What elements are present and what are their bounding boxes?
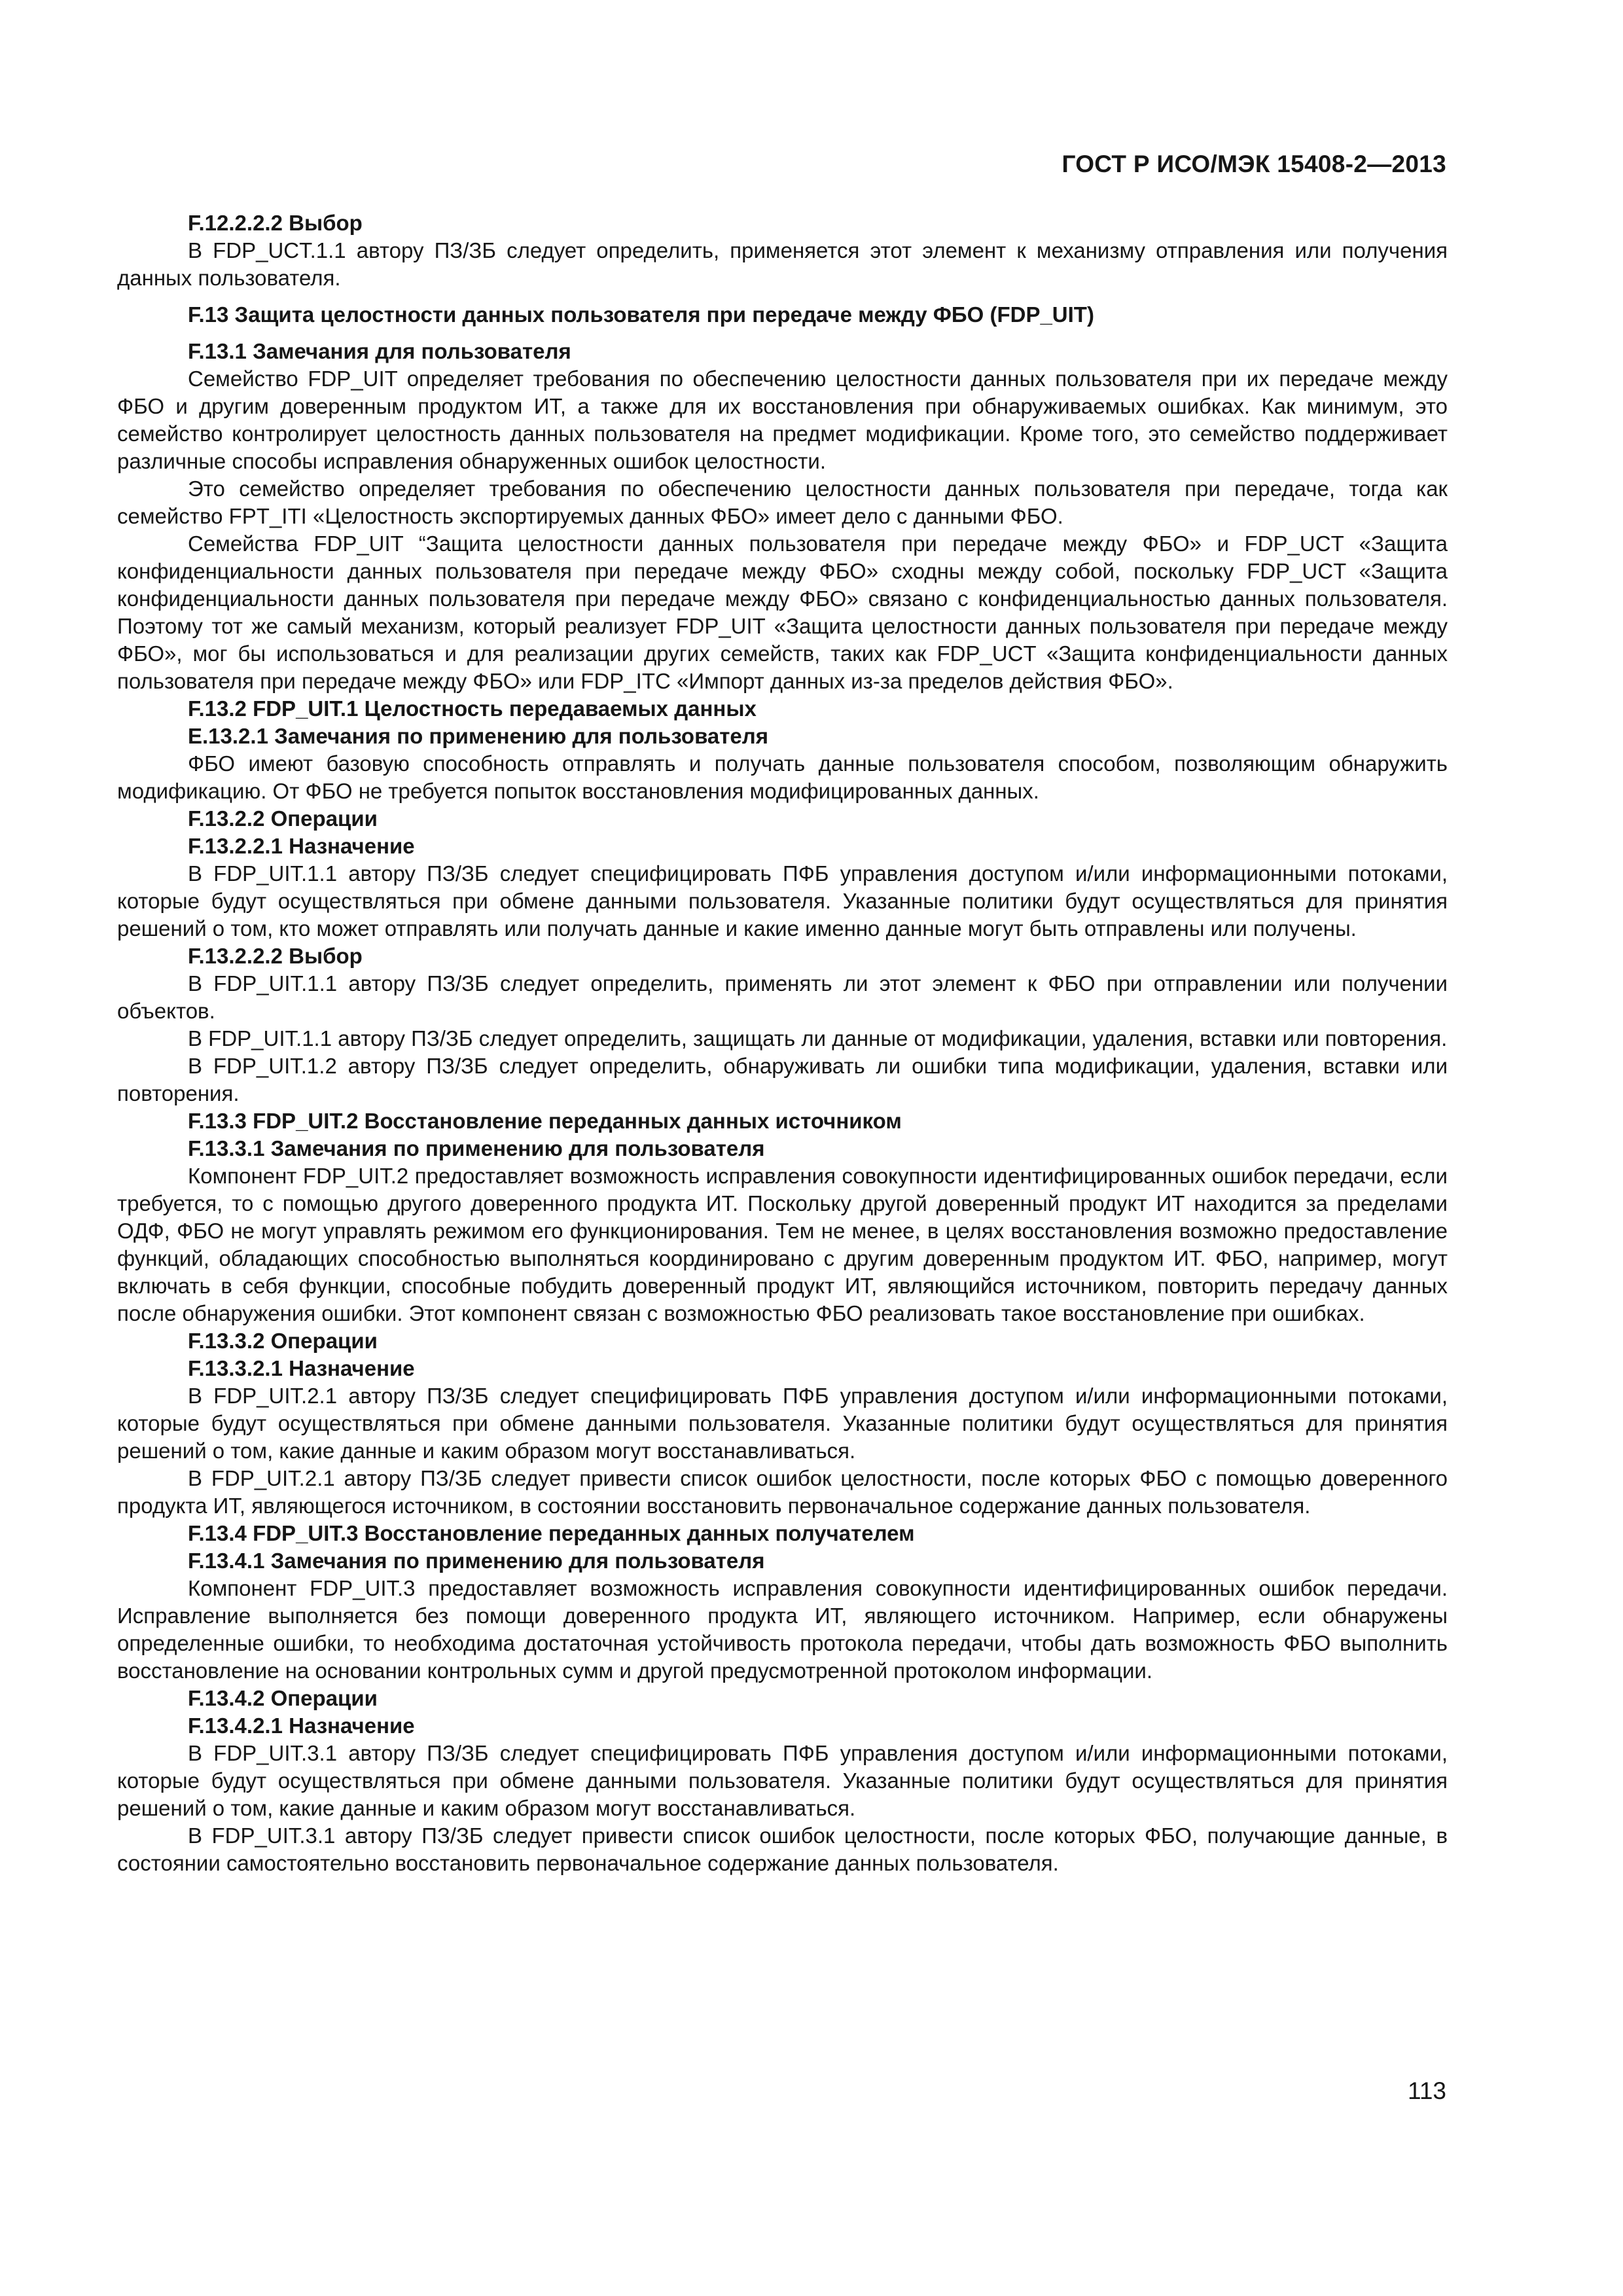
paragraph: В FDP_UIT.2.1 автору ПЗ/ЗБ следует привести список ошибок целостности, после которых ФБО с помощью доверенного продукта ИТ, являющегося источником, в состоянии восстановить первоначальное содержание данных пользователя. [117, 1466, 1448, 1518]
section-heading: F.12.2.2.2 Выбор [188, 211, 363, 235]
paragraph: В FDP_UIT.3.1 автору ПЗ/ЗБ следует специфицировать ПФБ управления доступом и/или информационными потоками, которые будут осуществляться при обмене данными пользователя. Указанные политики будут осуществляться для принятия решений о том, какие данные и каким образом могут восстанавливаться. [117, 1741, 1448, 1820]
paragraph: В FDP_UIT.1.1 автору ПЗ/ЗБ следует определить, защищать ли данные от модификации, удаления, вставки или повторения. [188, 1026, 1448, 1050]
paragraph: Семейство FDP_UIT определяет требования по обеспечению целостности данных пользователя при их передаче между ФБО и другим доверенным продуктом ИТ, а также для их восстановления при обнаруживаемых ошибках. Как минимум, это семейство контролирует целостность данных пользователя на предмет модификации. Кроме того, это семейство поддерживает различные способы исправления обнаруженных ошибок целостности. [117, 367, 1448, 473]
paragraph: В FDP_UIT.3.1 автору ПЗ/ЗБ следует привести список ошибок целостности, после которых ФБО, получающие данные, в состоянии самостоятельно восстановить первоначальное содержание данных пользователя. [117, 1823, 1448, 1875]
section-heading: F.13.2.2.1 Назначение [188, 834, 415, 858]
section-heading: F.13 Защита целостности данных пользователя при передаче между ФБО (FDP_UIT) [188, 302, 1094, 327]
paragraph: В FDP_UIT.1.2 автору ПЗ/ЗБ следует определить, обнаруживать ли ошибки типа модификации, удаления, вставки или повторения. [117, 1054, 1448, 1105]
paragraph: Компонент FDP_UIT.2 предоставляет возможность исправления совокупности идентифицированных ошибок передачи, если требуется, то с помощью другого доверенного продукта ИТ. Поскольку другой доверенный продукт ИТ находится за пределами ОДФ, ФБО не могут управлять режимом его функционирования. Тем не менее, в целях восстановления возможно предоставление функций, обладающих способностью выполняться координировано с другим доверенным продуктом ИТ. ФБО, например, могут включать в себя функции, способные побудить доверенный продукт ИТ, являющийся источником, повторить передачу данных после обнаружения ошибки. Этот компонент связан с возможностью ФБО реализовать такое восстановление при ошибках. [117, 1164, 1448, 1325]
section-heading: F.13.2.2 Операции [188, 806, 378, 831]
section-heading: F.13.4.2 Операции [188, 1686, 378, 1710]
section-heading: F.13.3.2 Операции [188, 1329, 378, 1353]
section-heading: F.13.2.2.2 Выбор [188, 944, 363, 968]
paragraph: Компонент FDP_UIT.3 предоставляет возможность исправления совокупности идентифицированных ошибок передачи. Исправление выполняется без помощи доверенного продукта ИТ, являющего источником. Например, если обнаружены определенные ошибки, то необходима достаточная устойчивость протокола передачи, чтобы дать возможность ФБО выполнить восстановление на основании контрольных сумм и другой предусмотренной протоколом информации. [117, 1576, 1448, 1683]
section-heading: F.13.4 FDP_UIT.3 Восстановление переданных данных получателем [188, 1521, 915, 1545]
paragraph: В FDP_UCT.1.1 автору ПЗ/ЗБ следует определить, применяется этот элемент к механизму отправления или получения данных пользователя. [117, 238, 1448, 290]
section-heading: F.13.3.1 Замечания по применению для пользователя [188, 1136, 765, 1160]
section-heading: F.13.4.1 Замечания по применению для пользователя [188, 1549, 765, 1573]
section-heading: F.13.2 FDP_UIT.1 Целостность передаваемых данных [188, 696, 757, 721]
section-heading: F.13.3 FDP_UIT.2 Восстановление переданных данных источником [188, 1109, 902, 1133]
page-number: 113 [1408, 2077, 1446, 2104]
section-heading: E.13.2.1 Замечания по применению для пользователя [188, 724, 769, 748]
paragraph: Это семейство определяет требования по обеспечению целостности данных пользователя при передаче, тогда как семейство FPT_ITI «Целостность экспортируемых данных ФБО» имеет дело с данными ФБО. [117, 476, 1448, 528]
paragraph: В FDP_UIT.1.1 автору ПЗ/ЗБ следует определить, применять ли этот элемент к ФБО при отправлении или получении объектов. [117, 971, 1448, 1023]
paragraph: В FDP_UIT.1.1 автору ПЗ/ЗБ следует специфицировать ПФБ управления доступом и/или информационными потоками, которые будут осуществляться при обмене данными пользователя. Указанные политики будут осуществляться для принятия решений о том, кто может отправлять или получать данные и какие именно данные могут быть отправлены или получены. [117, 861, 1448, 941]
section-heading: F.13.3.2.1 Назначение [188, 1356, 415, 1380]
section-heading: F.13.4.2.1 Назначение [188, 1713, 415, 1738]
paragraph: Семейства FDP_UIT “Защита целостности данных пользователя при передаче между ФБО» и FDP_UCT «Защита конфиденциальности данных пользователя при передаче между ФБО» сходны между собой, поскольку FDP_UCT «Защита конфиденциальности данных пользователя при передаче между ФБО» связано с конфиденциальностью данных пользователя. Поэтому тот же самый механизм, который реализует FDP_UIT «Защита целостности данных пользователя при передаче между ФБО», мог бы использоваться и для реализации других семейств, таких как FDP_UCT «Защита конфиденциальности данных пользователя при передаче между ФБО» или FDP_ITC «Импорт данных из-за пределов действия ФБО». [117, 531, 1448, 693]
paragraph: ФБО имеют базовую способность отправлять и получать данные пользователя способом, позволяющим обнаружить модификацию. От ФБО не требуется попыток восстановления модифицированных данных. [117, 751, 1448, 803]
section-heading: F.13.1 Замечания для пользователя [188, 339, 571, 363]
document-header: ГОСТ Р ИСО/МЭК 15408-2—2013 [1061, 151, 1446, 177]
paragraph: В FDP_UIT.2.1 автору ПЗ/ЗБ следует специфицировать ПФБ управления доступом и/или информационными потоками, которые будут осуществляться при обмене данными пользователя. Указанные политики будут осуществляться для принятия решений о том, какие данные и каким образом могут восстанавливаться. [117, 1384, 1448, 1463]
document-body [117, 209, 1448, 1877]
